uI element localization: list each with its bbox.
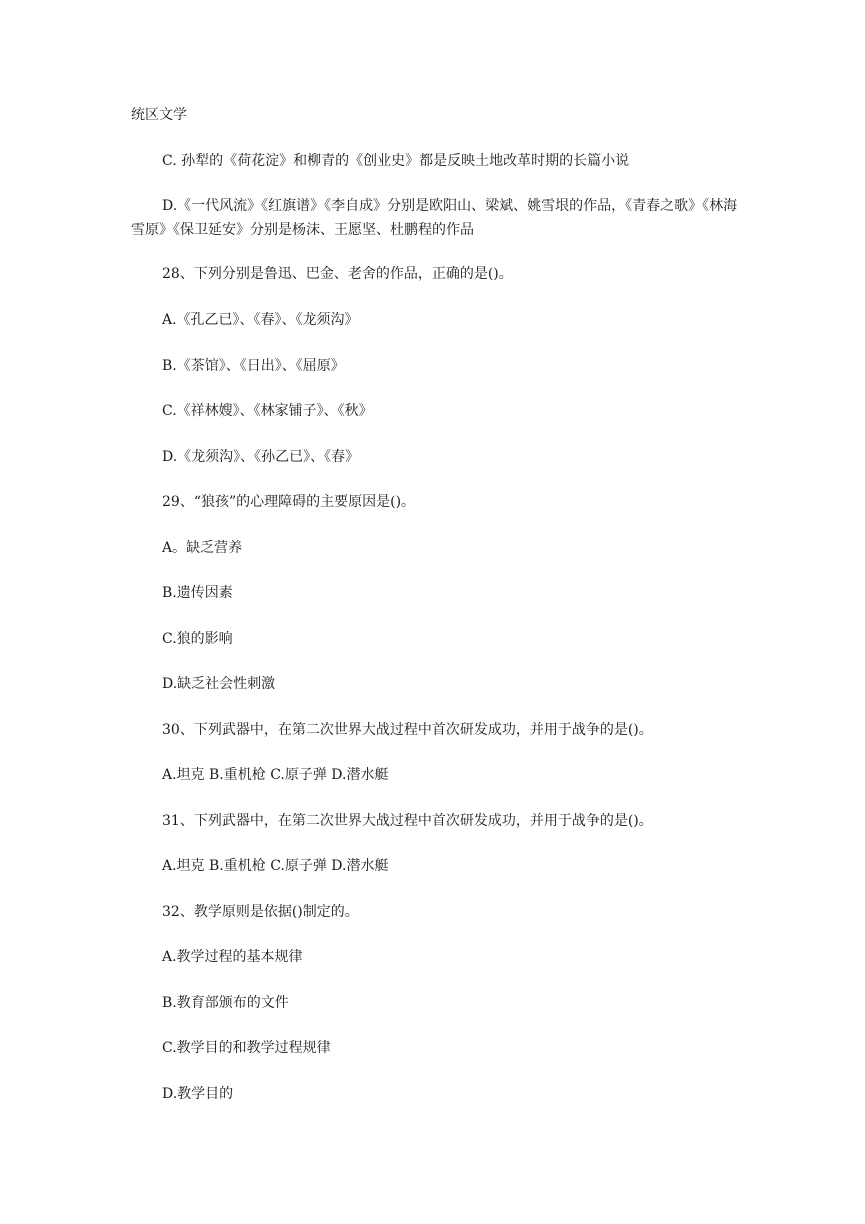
option-d-paragraph: D.《一代风流》《红旗谱》《李自成》分别是欧阳山、梁斌、姚雪垠的作品，《青春之歌》《林海雪原》《保卫延安》分别是杨沫、王愿坚、杜鹏程的作品 — [131, 198, 738, 238]
q29-option-b: B.遗传因素 — [162, 585, 233, 601]
question-30: 30、下列武器中，在第二次世界大战过程中首次研发成功，并用于战争的是()。 — [162, 722, 653, 738]
q32-option-b: B.教育部颁布的文件 — [162, 995, 289, 1011]
q28-option-d: D.《龙须沟》、《孙乙已》、《春》 — [162, 449, 360, 465]
q31-options: A.坦克 B.重机枪 C.原子弹 D.潜水艇 — [162, 858, 389, 874]
q28-option-a: A.《孔乙已》、《春》、《龙须沟》 — [162, 312, 359, 328]
question-28: 28、下列分别是鲁迅、巴金、老舍的作品，正确的是()。 — [162, 266, 513, 282]
question-29: 29、“狼孩”的心理障碍的主要原因是()。 — [162, 494, 416, 510]
question-31: 31、下列武器中，在第二次世界大战过程中首次研发成功，并用于战争的是()。 — [162, 813, 653, 829]
q29-option-a: A。缺乏营养 — [162, 540, 243, 556]
text-line: 统区文学 — [131, 107, 187, 123]
q32-option-a: A.教学过程的基本规律 — [162, 949, 303, 965]
q30-options: A.坦克 B.重机枪 C.原子弹 D.潜水艇 — [162, 767, 389, 783]
q29-option-d: D.缺乏社会性刺激 — [162, 676, 276, 692]
q28-option-c: C.《祥林嫂》、《林家铺子》、《秋》 — [162, 403, 373, 419]
option-c-line: C. 孙犁的《荷花淀》和柳青的《创业史》都是反映土地改革时期的长篇小说 — [162, 153, 630, 169]
q32-option-d: D.教学目的 — [162, 1086, 234, 1102]
q28-option-b: B.《茶馆》、《日出》、《屈原》 — [162, 358, 345, 374]
question-32: 32、教学原则是依据()制定的。 — [162, 904, 359, 920]
q29-option-c: C.狼的影响 — [162, 631, 233, 647]
q32-option-c: C.教学目的和教学过程规律 — [162, 1040, 331, 1056]
